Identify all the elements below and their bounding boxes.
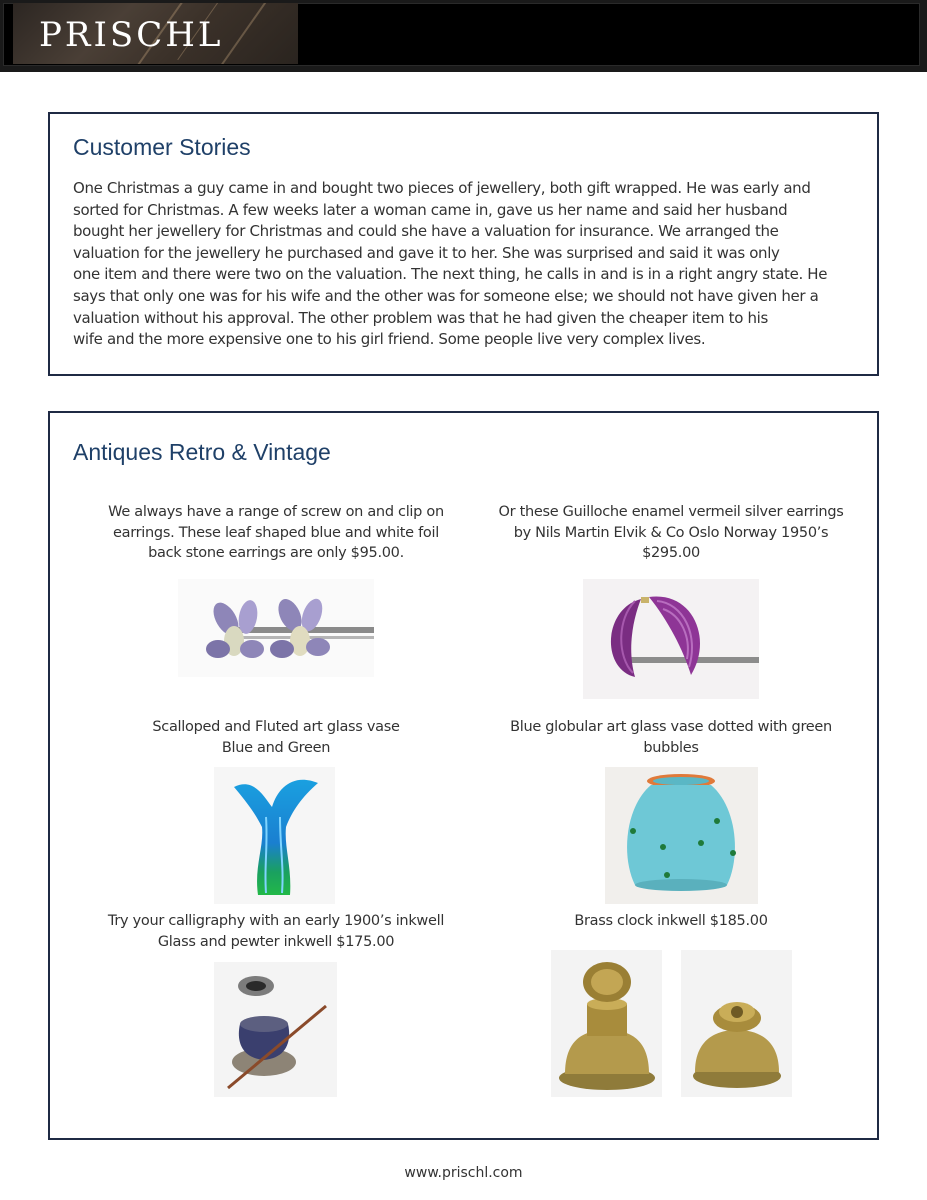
story-line: sorted for Christmas. A few weeks later a woman came in, gave us her name and said her husband	[73, 200, 788, 219]
item-caption-pewter-inkwell: Try your calligraphy with an early 1900’s inkwell Glass and pewter inkwell $175.00	[107, 913, 445, 950]
item-caption-globular-vase: Blue globular art glass vase dotted with green bubbles	[510, 719, 832, 756]
logo-text: PRISCHL	[39, 15, 224, 55]
item-caption-brass-inkwell: Brass clock inkwell $185.00	[574, 913, 768, 929]
brass-inkwell-open-image	[551, 950, 662, 1097]
leaf-earrings-image	[178, 579, 374, 677]
story-line: says that only one was for his wife and the other was for someone else; we should not have given her a	[73, 286, 819, 305]
globular-vase-image	[605, 767, 758, 904]
story-line: valuation without his approval. The other problem was that he had given the cheaper item to his	[73, 308, 768, 327]
item-caption-fluted-vase: Scalloped and Fluted art glass vase Blue and Green	[152, 719, 400, 756]
site-header	[0, 0, 927, 72]
brass-inkwell-closed-image	[681, 950, 792, 1097]
pewter-inkwell-image	[214, 962, 337, 1097]
story-line: one item and there were two on the valuation. The next thing, he calls in and is in a right angry state. He	[73, 265, 828, 284]
item-caption-enamel-earrings: Or these Guilloche enamel vermeil silver earrings by Nils Martin Elvik & Co Oslo Norway 1950’s $295.00	[498, 504, 844, 561]
item-caption-leaf-earrings: We always have a range of screw on and clip on earrings. These leaf shaped blue and white foil back stone earrings are only $95.00.	[108, 504, 444, 561]
fluted-vase-image	[214, 767, 335, 904]
logo[interactable]	[13, 3, 298, 64]
enamel-earrings-image	[583, 579, 759, 699]
story-line: One Christmas a guy came in and bought two pieces of jewellery, both gift wrapped. He was early and	[73, 179, 811, 197]
footer-url[interactable]: www.prischl.com	[404, 1165, 523, 1181]
customer-stories-panel	[48, 112, 879, 376]
antiques-panel	[48, 411, 879, 1140]
story-line: valuation for the jewellery he purchased and gave it to her. She was surprised and said it was only	[73, 243, 780, 262]
story-line: bought her jewellery for Christmas and could she have a valuation for insurance. We arranged the	[73, 222, 779, 241]
story-line: wife and the more expensive one to his girl friend. Some people live very complex lives.	[73, 330, 706, 349]
customer-stories-title: Customer Stories	[73, 134, 251, 160]
antiques-title: Antiques Retro & Vintage	[73, 439, 331, 465]
customer-story-text	[73, 178, 843, 351]
